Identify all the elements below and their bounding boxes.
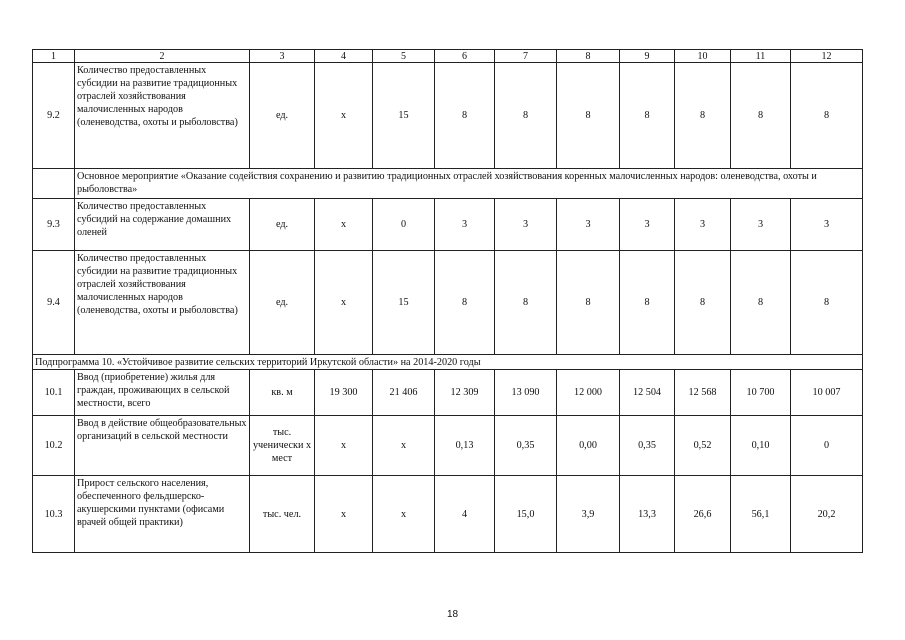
value-cell: 8 xyxy=(731,251,791,355)
empty-cell xyxy=(33,169,75,199)
value-cell: 12 309 xyxy=(435,370,495,416)
table-row xyxy=(33,370,863,416)
value-cell: 3 xyxy=(495,199,557,251)
value-cell: 0,10 xyxy=(731,416,791,476)
header-cell: 7 xyxy=(495,50,557,63)
value-cell: 3 xyxy=(435,199,495,251)
value-cell: 8 xyxy=(435,63,495,169)
unit-cell: тыс. ученически х мест xyxy=(250,416,315,476)
value-cell: 3 xyxy=(557,199,620,251)
value-cell: 15,0 xyxy=(495,476,557,553)
value-cell: 8 xyxy=(791,63,863,169)
header-cell: 2 xyxy=(75,50,250,63)
row-number: 9.4 xyxy=(33,251,75,355)
value-cell: 8 xyxy=(557,63,620,169)
value-cell: 21 406 xyxy=(373,370,435,416)
unit-cell: ед. xyxy=(250,199,315,251)
value-cell: 10 700 xyxy=(731,370,791,416)
unit-cell: ед. xyxy=(250,251,315,355)
header-row xyxy=(33,50,863,63)
value-cell: 20,2 xyxy=(791,476,863,553)
header-cell: 8 xyxy=(557,50,620,63)
indicator-name: Количество предоставленных субсидии на развитие традиционных отраслей хозяйствования малочисленных народов (оленеводства, охоты и рыболовства) xyxy=(75,63,250,169)
section-title: Основное мероприятие «Оказание содействия сохранению и развитию традиционных отраслей хозяйствования коренных малочисленных народов: оленеводства, охоты и рыболовства» xyxy=(75,169,863,199)
table-row xyxy=(33,476,863,553)
subprogram-title: Подпрограмма 10. «Устойчивое развитие сельских территорий Иркутской области» на 2014-2020 годы xyxy=(33,355,863,370)
row-number: 10.1 xyxy=(33,370,75,416)
header-cell: 5 xyxy=(373,50,435,63)
value-cell: 0 xyxy=(373,199,435,251)
table-row xyxy=(33,199,863,251)
header-cell: 1 xyxy=(33,50,75,63)
value-cell: х xyxy=(373,476,435,553)
value-cell: 0 xyxy=(791,416,863,476)
header-cell: 4 xyxy=(315,50,373,63)
indicator-name: Количество предоставленных субсидий на содержание домашних оленей xyxy=(75,199,250,251)
value-cell: 8 xyxy=(620,63,675,169)
value-cell: 8 xyxy=(435,251,495,355)
value-cell: 0,35 xyxy=(495,416,557,476)
value-cell: 8 xyxy=(731,63,791,169)
value-cell: 26,6 xyxy=(675,476,731,553)
table-row xyxy=(33,251,863,355)
subprogram-row xyxy=(33,355,863,370)
value-cell: 10 007 xyxy=(791,370,863,416)
value-cell: х xyxy=(315,63,373,169)
header-cell: 11 xyxy=(731,50,791,63)
value-cell: 0,35 xyxy=(620,416,675,476)
value-cell: 0,13 xyxy=(435,416,495,476)
value-cell: 15 xyxy=(373,63,435,169)
unit-cell: тыс. чел. xyxy=(250,476,315,553)
value-cell: 3 xyxy=(620,199,675,251)
value-cell: 4 xyxy=(435,476,495,553)
value-cell: 19 300 xyxy=(315,370,373,416)
value-cell: 12 568 xyxy=(675,370,731,416)
value-cell: 3 xyxy=(731,199,791,251)
indicator-name: Ввод (приобретение) жилья для граждан, проживающих в сельской местности, всего xyxy=(75,370,250,416)
value-cell: 56,1 xyxy=(731,476,791,553)
value-cell: х xyxy=(373,416,435,476)
row-number: 9.2 xyxy=(33,63,75,169)
value-cell: 8 xyxy=(495,63,557,169)
value-cell: 3 xyxy=(675,199,731,251)
indicators-table xyxy=(32,49,863,553)
value-cell: 8 xyxy=(675,63,731,169)
value-cell: 13 090 xyxy=(495,370,557,416)
table-row xyxy=(33,416,863,476)
value-cell: 12 000 xyxy=(557,370,620,416)
page-number: 18 xyxy=(446,609,459,620)
indicator-name: Прирост сельского населения, обеспеченного фельдшерско-акушерскими пунктами (офисами врачей общей практики) xyxy=(75,476,250,553)
value-cell: 3,9 xyxy=(557,476,620,553)
section-row xyxy=(33,169,863,199)
header-cell: 3 xyxy=(250,50,315,63)
value-cell: 3 xyxy=(791,199,863,251)
value-cell: 8 xyxy=(675,251,731,355)
value-cell: 15 xyxy=(373,251,435,355)
value-cell: 0,52 xyxy=(675,416,731,476)
header-cell: 6 xyxy=(435,50,495,63)
value-cell: 8 xyxy=(791,251,863,355)
value-cell: х xyxy=(315,251,373,355)
value-cell: х xyxy=(315,476,373,553)
value-cell: 8 xyxy=(620,251,675,355)
value-cell: х xyxy=(315,416,373,476)
value-cell: 8 xyxy=(495,251,557,355)
header-cell: 12 xyxy=(791,50,863,63)
indicator-name: Количество предоставленных субсидии на развитие традиционных отраслей хозяйствования малочисленных народов (оленеводства, охоты и рыболовства) xyxy=(75,251,250,355)
value-cell: 0,00 xyxy=(557,416,620,476)
table-row xyxy=(33,63,863,169)
row-number: 9.3 xyxy=(33,199,75,251)
unit-cell: ед. xyxy=(250,63,315,169)
value-cell: 12 504 xyxy=(620,370,675,416)
header-cell: 10 xyxy=(675,50,731,63)
row-number: 10.2 xyxy=(33,416,75,476)
header-cell: 9 xyxy=(620,50,675,63)
value-cell: 8 xyxy=(557,251,620,355)
value-cell: х xyxy=(315,199,373,251)
unit-cell: кв. м xyxy=(250,370,315,416)
value-cell: 13,3 xyxy=(620,476,675,553)
row-number: 10.3 xyxy=(33,476,75,553)
indicator-name: Ввод в действие общеобразовательных организаций в сельской местности xyxy=(75,416,250,476)
